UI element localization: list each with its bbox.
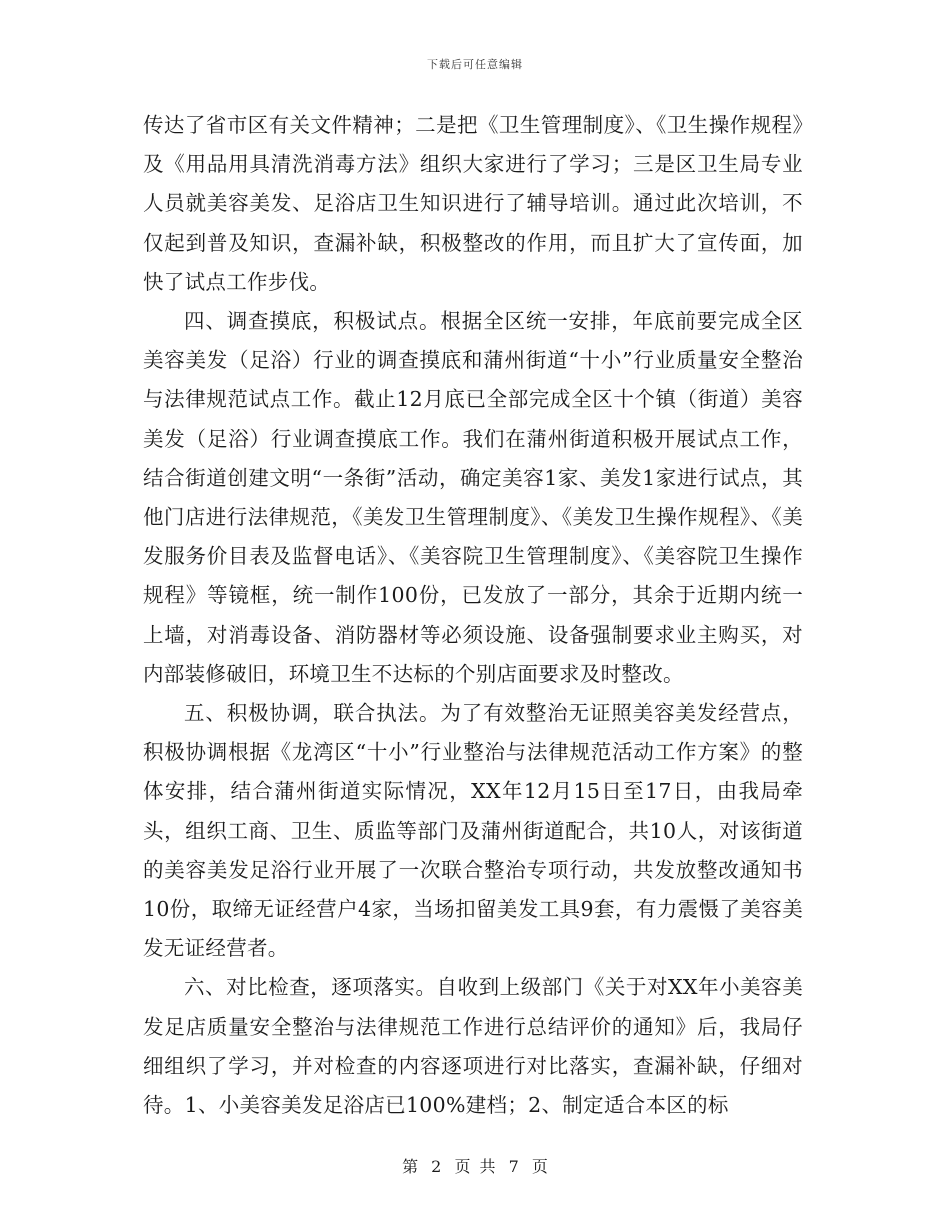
page-footer: [0, 1154, 950, 1177]
footer-prefix: 第: [402, 1157, 419, 1176]
paragraph-3: 五、积极协调，联合执法。为了有效整治无证照美容美发经营点，积极协调根据《龙湾区“十小”行业整治与法律规范活动工作方案》的整体安排，结合蒲州街道实际情况，XX年12月15日至17日，由我局牵头，组织工商、卫生、质监等部门及蒲州街道配合，共10人，对该街道的美容美发足浴行业开展了一次联合整治专项行动，共发放整改通知书10份，取缔无证经营户4家，当场扣留美发工具9套，有力震慑了美容美发无证经营者。: [143, 701, 803, 961]
footer-total-pages: 7: [508, 1157, 519, 1176]
paragraph-1: 传达了省市区有关文件精神；二是把《卫生管理制度》、《卫生操作规程》及《用品用具清洗消毒方法》组织大家进行了学习；三是区卫生局专业人员就美容美发、足浴店卫生知识进行了辅导培训。通过此次培训，不仅起到普及知识，查漏补缺，积极整改的作用，而且扩大了宣传面，加快了试点工作步伐。: [143, 113, 803, 294]
footer-page-number: 2: [431, 1157, 442, 1176]
paragraph-4: 六、对比检查，逐项落实。自收到上级部门《关于对XX年小美容美发足店质量安全整治与法律规范工作进行总结评价的通知》后，我局仔细组织了学习，并对检查的内容逐项进行对比落实，查漏补缺，仔细对待。1、小美容美发足浴店已100%建档；2、制定适合本区的标: [143, 975, 803, 1118]
document-body: [143, 106, 803, 1125]
paragraph-2: 四、调查摸底，积极试点。根据全区统一安排，年底前要完成全区美容美发（足浴）行业的调查摸底和蒲州街道“十小”行业质量安全整治与法律规范试点工作。截止12月底已全部完成全区十个镇（街道）美容美发（足浴）行业调查摸底工作。我们在蒲州街道积极开展试点工作，结合街道创建文明“一条街”活动，确定美容1家、美发1家进行试点，其他门店进行法律规范，《美发卫生管理制度》、《美发卫生操作规程》、《美发服务价目表及监督电话》、《美容院卫生管理制度》、《美容院卫生操作规程》等镜框，统一制作100份，已发放了一部分，其余于近期内统一上墙，对消毒设备、消防器材等必须设施、设备强制要求业主购买，对内部装修破旧，环境卫生不达标的个别店面要求及时整改。: [143, 309, 803, 686]
page-header: 下载后可任意编辑: [427, 58, 523, 71]
footer-suffix: 页: [531, 1157, 548, 1176]
footer-middle: 页 共: [454, 1157, 496, 1176]
